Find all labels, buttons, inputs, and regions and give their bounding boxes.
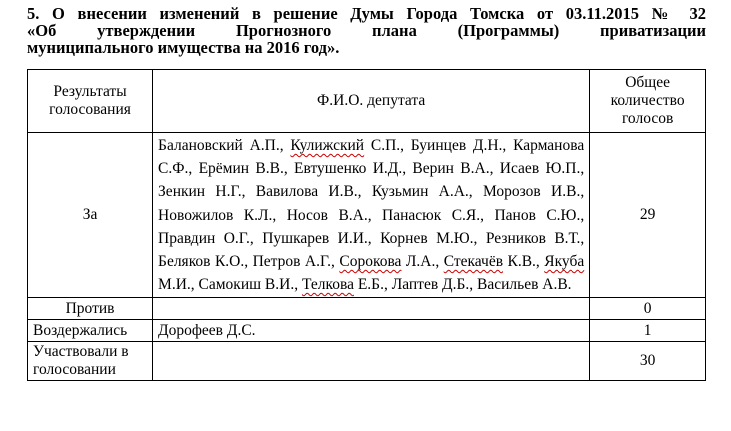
section-heading <box>27 5 706 56</box>
row-result: За <box>28 133 153 298</box>
voting-results-table <box>27 69 706 381</box>
name-text: Балановский А.П., <box>158 137 291 154</box>
row-result: Воздержались <box>28 320 153 342</box>
heading-line-2: «Об утверждении Прогнозного плана (Программы) приватизации <box>27 21 706 40</box>
row-total: 1 <box>590 320 706 342</box>
name-text-spellcheck: Сорокова <box>339 253 402 271</box>
table-row-for <box>28 133 706 298</box>
row-names: Дорофеев Д.С. <box>153 320 590 342</box>
row-names <box>153 342 590 381</box>
heading-line-1: 5. О внесении изменений в решение Думы Города Томска от 03.11.2015 № 32 <box>27 4 706 23</box>
table-row-abstained <box>28 320 706 342</box>
table-header-row <box>28 70 706 133</box>
row-total: 29 <box>590 133 706 298</box>
row-names <box>153 133 590 298</box>
name-text-spellcheck: Якуба <box>544 253 585 271</box>
name-text: К.В., <box>503 253 545 271</box>
name-text-spellcheck: Стекачёв <box>443 253 504 271</box>
row-result: Участвовали в голосовании <box>28 342 153 381</box>
row-total: 30 <box>590 342 706 381</box>
name-text: Л.А., <box>401 253 444 271</box>
name-text-spellcheck: Кулижский <box>290 137 365 154</box>
row-names <box>153 298 590 320</box>
name-text: Е.Б., Лаптев Д.Б., Васильев А.В. <box>353 276 572 294</box>
row-total: 0 <box>590 298 706 320</box>
heading-line-3: муниципального имущества на 2016 год». <box>27 38 340 57</box>
name-text: С.П., Буинцев Д.Н., Карманова С.Ф., Ерёмин В.В., Евтушенко И.Д., Верин В.А., Исаев Ю.П., Зенкин Н.Г., Вавилова И.В., Кузьмин А.А., Морозов И.В., Новожилов К.Л., Носов В.А., Панасюк С.Я., Панов С.Ю., Правдин О.Г., Пушкарев И.И., Корнев М.Ю., Резников В.Т., Беляков К.О., Петров А.Г., <box>158 137 585 271</box>
header-deputy-name: Ф.И.О. депутата <box>153 70 590 133</box>
header-voting-result: Результаты голосования <box>28 70 153 133</box>
header-total-votes: Общее количество голосов <box>590 70 706 133</box>
name-text-spellcheck: Телкова <box>301 276 354 294</box>
row-result: Против <box>28 298 153 320</box>
table-row-against <box>28 298 706 320</box>
table-row-participated <box>28 342 706 381</box>
name-text: М.И., Самокиш В.И., <box>158 276 302 294</box>
